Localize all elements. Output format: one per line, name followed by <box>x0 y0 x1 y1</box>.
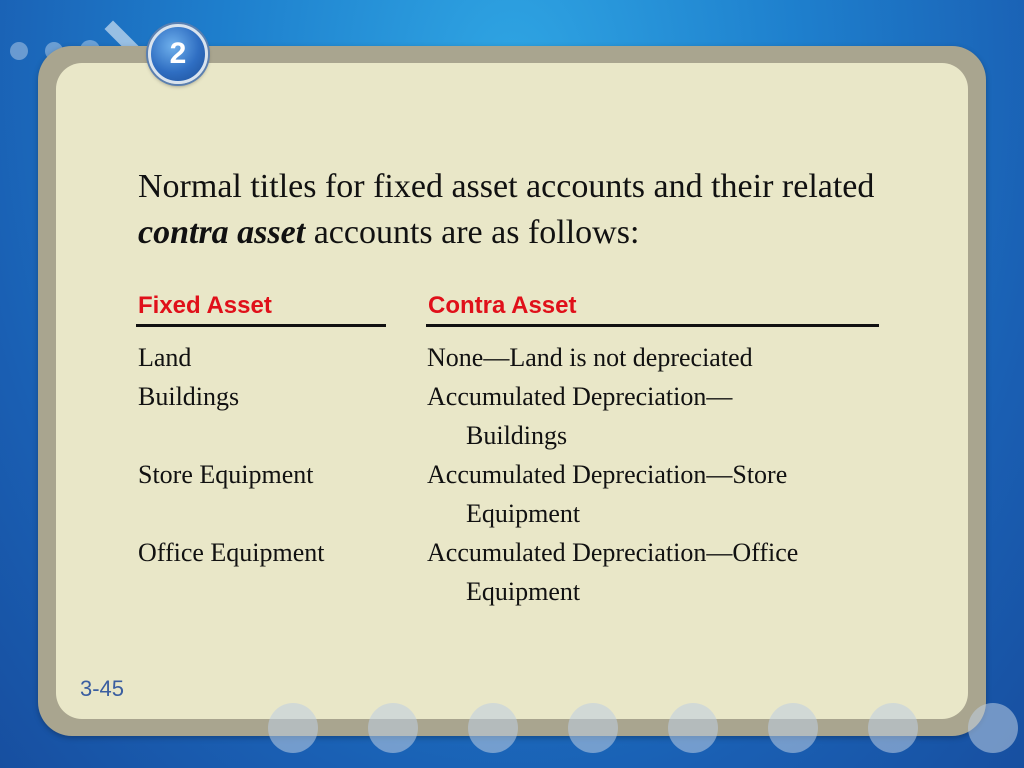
intro-text <box>138 164 938 256</box>
decor-circle <box>868 703 918 753</box>
fixed-asset-cell: Land <box>138 343 192 372</box>
fixed-asset-cell: Buildings <box>138 382 240 411</box>
fixed-asset-cell: Store Equipment <box>138 460 314 489</box>
decor-dot <box>10 42 28 60</box>
header-contra-asset: Contra Asset <box>428 292 577 319</box>
intro-text-start: Normal titles for fixed asset accounts and their related <box>138 168 875 205</box>
decor-circle <box>668 703 718 753</box>
decor-circle <box>468 703 518 753</box>
header-fixed-asset: Fixed Asset <box>138 292 272 319</box>
contra-asset-cell: Accumulated Depreciation—Office <box>427 538 799 567</box>
header-underline-fixed <box>136 324 386 327</box>
decor-circle <box>968 703 1018 753</box>
header-underline-contra <box>426 324 879 327</box>
decor-circle <box>568 703 618 753</box>
contra-asset-continuation: Equipment <box>466 499 581 528</box>
decor-circle <box>768 703 818 753</box>
slide-number: 3-45 <box>80 676 125 701</box>
contra-asset-cell: Accumulated Depreciation— <box>427 382 733 411</box>
fixed-asset-cell: Office Equipment <box>138 538 325 567</box>
contra-asset-cell: Accumulated Depreciation—Store <box>427 460 788 489</box>
contra-asset-continuation: Buildings <box>466 421 568 450</box>
decor-circle <box>368 703 418 753</box>
intro-text-end: accounts are as follows: <box>305 214 640 251</box>
badge-number: 2 <box>169 37 187 70</box>
decor-circle <box>268 703 318 753</box>
intro-emphasis: contra asset <box>138 214 306 251</box>
contra-asset-cell: None—Land is not depreciated <box>427 343 753 372</box>
slide-badge <box>148 24 208 84</box>
contra-asset-continuation: Equipment <box>466 577 581 606</box>
